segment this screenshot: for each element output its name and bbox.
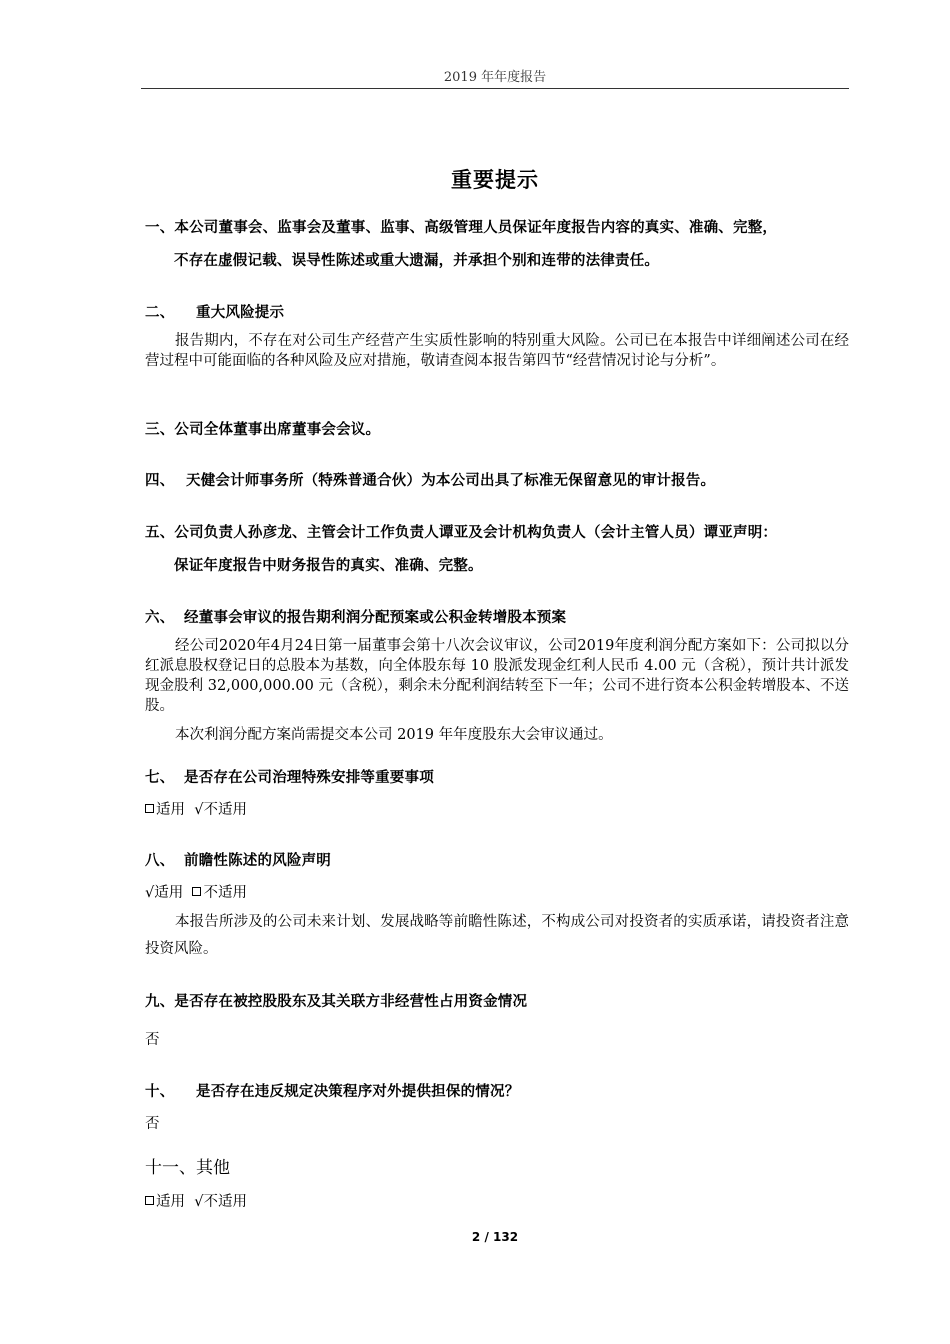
option-not-applicable: 不适用 <box>203 885 247 901</box>
section-5-line-1: 五、公司负责人孙彦龙、主管会计工作负责人谭亚及会计机构负责人（会计主管人员）谭亚声明： <box>145 525 778 541</box>
section-9-heading: 九、是否存在被控股股东及其关联方非经营性占用资金情况 <box>145 994 528 1010</box>
section-5-line-2: 保证年度报告中财务报告的真实、准确、完整。 <box>174 558 483 574</box>
section-10-heading: 是否存在违反规定决策程序对外提供担保的情况？ <box>196 1084 520 1100</box>
unchecked-box-icon <box>192 887 201 896</box>
section-3-line: 三、公司全体董事出席董事会会议。 <box>145 422 381 438</box>
option-applicable: √适用 <box>145 885 184 901</box>
section-6-paragraph-1: 经公司2020年4月24日第一届董事会第十八次会议审议，公司2019年度利润分配方案如下：公司拟以分红派息股权登记日的总股本为基数，向全体股东每 10 股派发现金红利人民币 4.00 元（含税），预计共计派发现金股利 32,000,000.00 元（含税），剩余未分配利润结转至下一年；公司不进行资本公积金转增股本、不送股。 <box>145 638 849 714</box>
section-6-paragraph-2: 本次利润分配方案尚需提交本公司 2019 年年度股东大会审议通过。 <box>175 727 613 743</box>
section-4-heading: 天健会计师事务所（特殊普通合伙）为本公司出具了标准无保留意见的审计报告。 <box>186 473 716 489</box>
page-title: 重要提示 <box>451 168 539 192</box>
section-6-number: 六、 <box>145 610 175 626</box>
option-applicable: 适用 <box>156 1194 185 1210</box>
running-header: 2019 年年度报告 <box>443 70 547 85</box>
section-7-heading: 是否存在公司治理特殊安排等重要事项 <box>184 770 434 786</box>
section-10-number: 十、 <box>145 1084 175 1100</box>
section-4-number: 四、 <box>145 473 175 489</box>
section-1-line-1: 一、本公司董事会、监事会及董事、监事、高级管理人员保证年度报告内容的真实、准确、完整， <box>145 220 778 236</box>
section-7-number: 七、 <box>145 770 175 786</box>
option-not-applicable: √不适用 <box>194 1194 247 1210</box>
section-2-paragraph: 报告期内，不存在对公司生产经营产生实质性影响的特别重大风险。公司已在本报告中详细阐述公司在经营过程中可能面临的各种风险及应对措施，敬请查阅本报告第四节“经营情况讨论与分析”。 <box>145 333 849 369</box>
section-2-number: 二、 <box>145 305 175 321</box>
section-1-line-2: 不存在虚假记载、误导性陈述或重大遗漏，并承担个别和连带的法律责任。 <box>174 253 660 269</box>
section-8-heading: 前瞻性陈述的风险声明 <box>184 853 331 869</box>
section-8-number: 八、 <box>145 853 175 869</box>
section-10-answer: 否 <box>145 1116 160 1132</box>
section-8-paragraph: 本报告所涉及的公司未来计划、发展战略等前瞻性陈述，不构成公司对投资者的实质承诺，请投资者注意投资风险。 <box>145 914 849 957</box>
option-not-applicable: √不适用 <box>194 802 247 818</box>
section-11-options <box>145 1190 247 1211</box>
section-9-answer: 否 <box>145 1032 160 1048</box>
unchecked-box-icon <box>145 804 154 813</box>
header-rule <box>141 88 849 89</box>
section-2-heading: 重大风险提示 <box>196 305 285 321</box>
option-applicable: 适用 <box>156 802 185 818</box>
section-7-options <box>145 798 247 819</box>
section-6-heading: 经董事会审议的报告期利润分配预案或公积金转增股本预案 <box>184 610 567 626</box>
unchecked-box-icon <box>145 1196 154 1205</box>
section-11-heading: 十一、其他 <box>145 1158 230 1178</box>
page-number: 2 / 132 <box>471 1230 519 1244</box>
section-8-options <box>145 881 247 902</box>
